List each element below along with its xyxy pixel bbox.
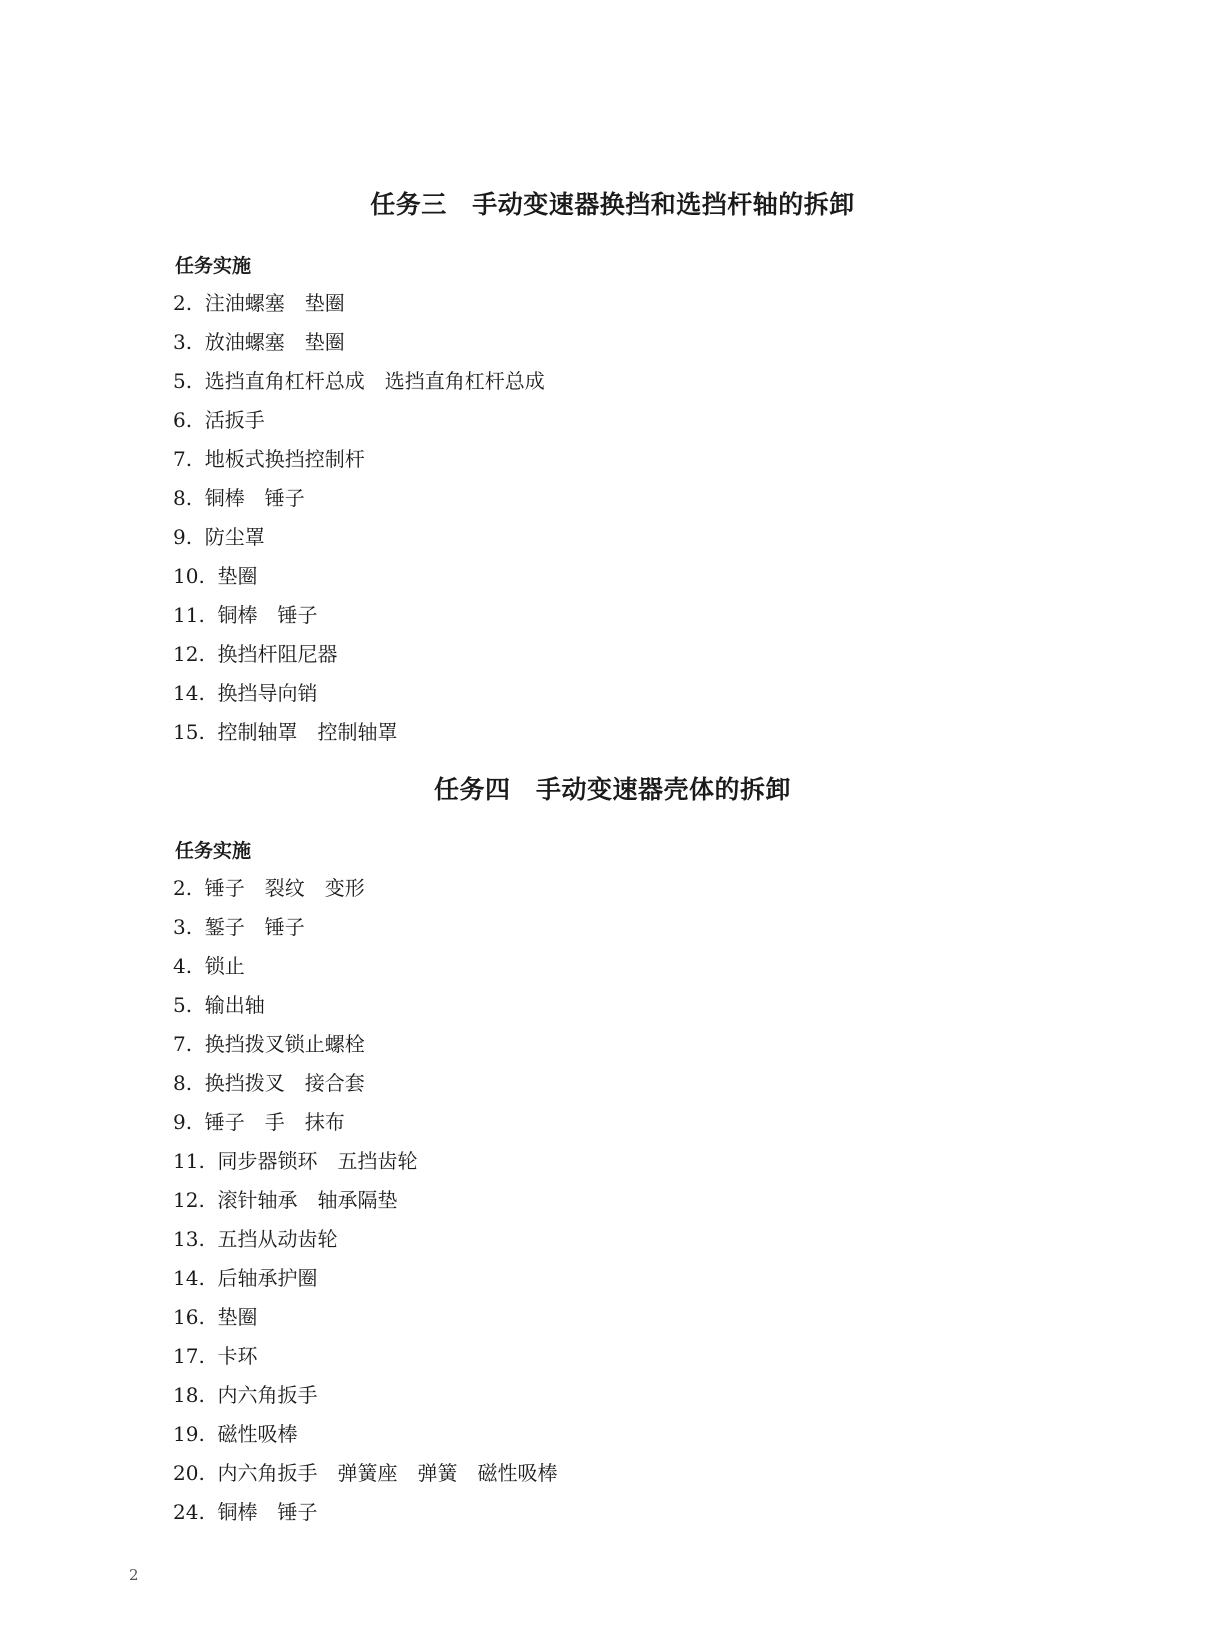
list-item: 9. 锤子 手 抹布	[173, 1110, 345, 1134]
list-item: 8. 铜棒 锤子	[173, 486, 305, 510]
list-item: 17. 卡环	[173, 1344, 258, 1368]
list-item: 2. 锤子 裂纹 变形	[173, 876, 365, 900]
section-task-4	[0, 773, 1225, 1524]
list-item: 4. 锁止	[173, 954, 245, 978]
list-item: 18. 内六角扳手	[173, 1383, 318, 1407]
list-item: 24. 铜棒 锤子	[173, 1500, 318, 1524]
section-subheading: 任务实施	[175, 255, 252, 277]
section-title: 任务三 手动变速器换挡和选挡杆轴的拆卸	[370, 190, 855, 219]
list-item: 3. 放油螺塞 垫圈	[173, 330, 345, 354]
list-item: 5. 选挡直角杠杆总成 选挡直角杠杆总成	[173, 369, 545, 393]
list-item: 19. 磁性吸棒	[173, 1422, 298, 1446]
item-list	[173, 876, 558, 1539]
list-item: 3. 錾子 锤子	[173, 915, 305, 939]
list-item: 15. 控制轴罩 控制轴罩	[173, 720, 398, 744]
list-item: 14. 后轴承护圈	[173, 1266, 318, 1290]
list-item: 16. 垫圈	[173, 1305, 258, 1329]
list-item: 7. 地板式换挡控制杆	[173, 447, 365, 471]
section-title: 任务四 手动变速器壳体的拆卸	[433, 775, 791, 804]
list-item: 20. 内六角扳手 弹簧座 弹簧 磁性吸棒	[173, 1461, 558, 1485]
item-list	[173, 291, 545, 759]
list-item: 14. 换挡导向销	[173, 681, 318, 705]
list-item: 8. 换挡拨叉 接合套	[173, 1071, 365, 1095]
list-item: 6. 活扳手	[173, 408, 265, 432]
list-item: 7. 换挡拨叉锁止螺栓	[173, 1032, 365, 1056]
list-item: 12. 滚针轴承 轴承隔垫	[173, 1188, 398, 1212]
list-item: 12. 换挡杆阻尼器	[173, 642, 338, 666]
list-item: 5. 输出轴	[173, 993, 265, 1017]
list-item: 13. 五挡从动齿轮	[173, 1227, 338, 1251]
list-item: 11. 铜棒 锤子	[173, 603, 318, 627]
list-item: 11. 同步器锁环 五挡齿轮	[173, 1149, 418, 1173]
section-task-3	[0, 188, 1225, 744]
section-subheading: 任务实施	[175, 840, 252, 862]
list-item: 10. 垫圈	[173, 564, 258, 588]
list-item: 2. 注油螺塞 垫圈	[173, 291, 345, 315]
page-number: 2	[129, 1566, 139, 1584]
list-item: 9. 防尘罩	[173, 525, 265, 549]
